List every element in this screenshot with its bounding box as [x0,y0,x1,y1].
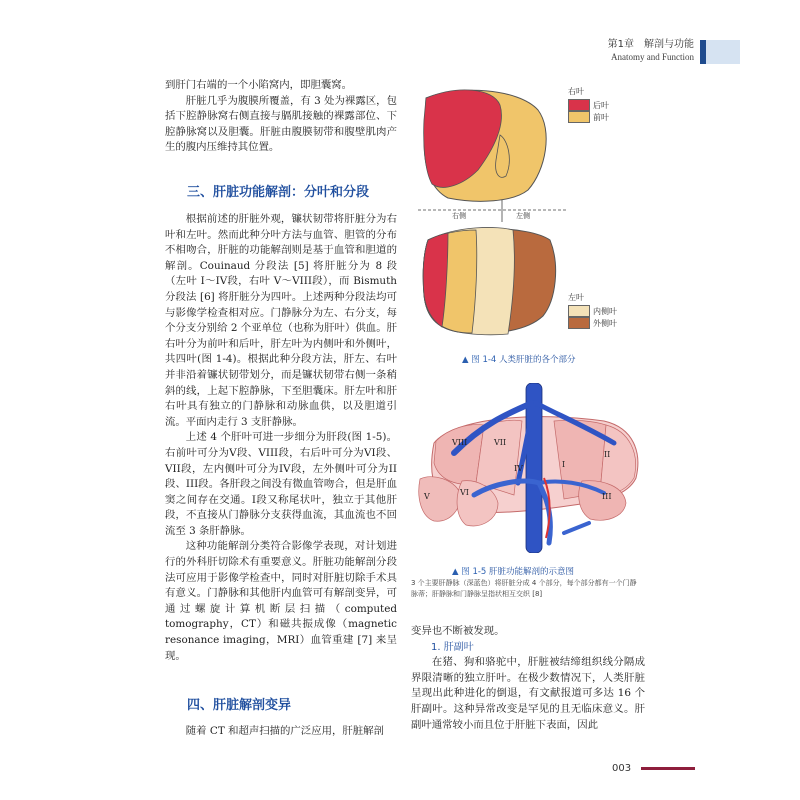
label-right-side: 右侧 [452,212,466,220]
swatch-posterior [568,99,590,111]
paragraph-6: 随着 CT 和超声扫描的广泛应用，肝脏解剖 [185,725,384,737]
page-number: 003 [612,763,632,774]
figure-1-5-caption [452,565,574,577]
legend-left-lobe [568,292,617,329]
legend-row [568,305,617,317]
figure-1-4-liver-lobes [418,80,568,346]
segment-label-VI: VI [460,488,469,497]
paragraph-1: 到肝门右端的一个小陷窝内，即胆囊窝。 [165,79,353,91]
header-accent-bar [706,40,740,64]
segment-label-VIII: VIII [452,438,468,447]
section-heading-4: 四、肝脏解剖变异 [187,698,292,713]
left-text-block-1 [165,78,397,156]
segment-label-IV: IV [514,464,523,473]
caption-prefix: ▲ 图 1-4 [462,355,497,365]
section-heading-3: 三、肝脏功能解剖：分叶和分段 [187,185,370,200]
segment-label-II: II [604,450,611,459]
left-text-block-3 [165,724,397,740]
figure-1-5-note: 3 个主要肝静脉（深蓝色）将肝脏分成 4 个部分，每个部分都有一个门静脉蒂；肝静脉和门静脉呈指状相互交织 [8] [411,579,637,598]
swatch-lateral [568,317,590,329]
left-text-block-2 [165,212,397,664]
paragraph-4: 上述 4 个肝叶可进一步细分为肝段(图 1-5)。右前叶可分为V段、VIII段，右后叶可分为VI段、VII段，左内侧叶可分为IV段，左外侧叶可分为II段、III段。各肝段之间没有微血管吻合，但是肝血窦之间存在交通。I段又称尾状叶，独立于其他肝段，不直接从门静脉分支获得血流，其血流也不回流至 3 条肝静脉。 [165,431,397,537]
legend-label: 内侧叶 [593,306,617,316]
figure-1-5-functional-segments [414,383,646,553]
legend-row [568,99,609,111]
swatch-medial [568,305,590,317]
chapter-title: 第1章 解剖与功能 [607,39,694,50]
caption-prefix: ▲ 图 1-5 [452,567,487,577]
caption-text: 肝脏功能解剖的示意图 [489,567,575,577]
segment-label-V: V [424,492,430,501]
segment-label-I: I [562,460,566,469]
legend-label: 前叶 [593,112,609,122]
legend-label: 外侧叶 [593,318,617,328]
legend-label: 后叶 [593,100,609,110]
segment-label-VII: VII [494,438,507,447]
paragraph-2: 肝脏几乎为腹膜所覆盖，有 3 处为裸露区，包括下腔静脉窝右侧直接与膈肌接触的裸露部位、下腔静脉窝以及胆囊。肝脏由腹膜韧带和腹壁肌肉产生的腹内压维持其位置。 [165,94,397,154]
page-number-rule [641,767,695,770]
label-left-side: 左侧 [516,212,530,220]
running-header [608,38,694,64]
figure-1-4-caption [462,353,576,365]
liver-inferior-view [423,227,555,334]
legend-row [568,111,609,123]
right-text-block [411,624,645,733]
chapter-title-en: Anatomy and Function [611,52,694,62]
legend-row [568,317,617,329]
segment-label-III: III [602,492,612,501]
legend-left-title: 左叶 [568,293,584,302]
legend-right-lobe [568,86,609,123]
paragraph-5: 这种功能解剖分类符合影像学表现，对计划进行的外科肝切除术有重要意义。肝脏功能解剖分段法可应用于影像学检查中，同时对肝脏切除手术具有意义。门静脉和其他肝内血管可有解剖变异，可通过螺旋计算机断层扫描（computed tomography，CT）和磁共振成像（magnetic resonance imaging，MRI）血管重建 [7] 来呈现。 [165,540,397,662]
subheading-accessory-lobe: 1. 肝副叶 [431,641,474,653]
legend-right-title: 右叶 [568,87,584,96]
right-paragraph-1: 变异也不断被发现。 [411,625,505,637]
swatch-anterior [568,111,590,123]
liver-right-view [424,90,546,201]
paragraph-3: 根据前述的肝脏外观，镰状韧带将肝脏分为右叶和左叶。然而此种分叶方法与血管、胆管的分布不相吻合，肝脏的功能解剖则是基于血管和胆道的解剖。Couinaud 分段法 [5] 将肝脏分为 8 段（左叶 I～IV段，右叶 V～VIII段），而 Bismuth 分段法 [6] 将肝脏分为四叶。上述两种分段法均可与影像学检查相对应。门静脉分为左、右分支，每个分支分别给 2 个亚单位（也称为肝叶）供血。肝右叶分为前叶和后叶，肝左叶为内侧叶和外侧叶，共四叶(图 1-4)。根据此种分段方法，肝左、右叶并非沿着镰状韧带划分，而是镰状韧带右侧一条稍斜的线，上起下腔静脉，下至胆囊床。肝左叶和肝右叶具有独立的门静脉和动脉血供，以及胆道引流。平面内走行 3 支肝静脉。 [165,213,397,428]
caption-text: 人类肝脏的各个部分 [499,355,576,365]
right-paragraph-2: 在猪、狗和骆驼中，肝脏被结缔组织线分隔成界限清晰的独立肝叶。在极少数情况下，人类肝脏呈现出此种进化的倒退，有文献报道可多达 16 个肝副叶。这种异常改变是罕见的且无临床意义。肝副叶通常较小而且位于肝脏下表面，因此 [411,656,645,731]
